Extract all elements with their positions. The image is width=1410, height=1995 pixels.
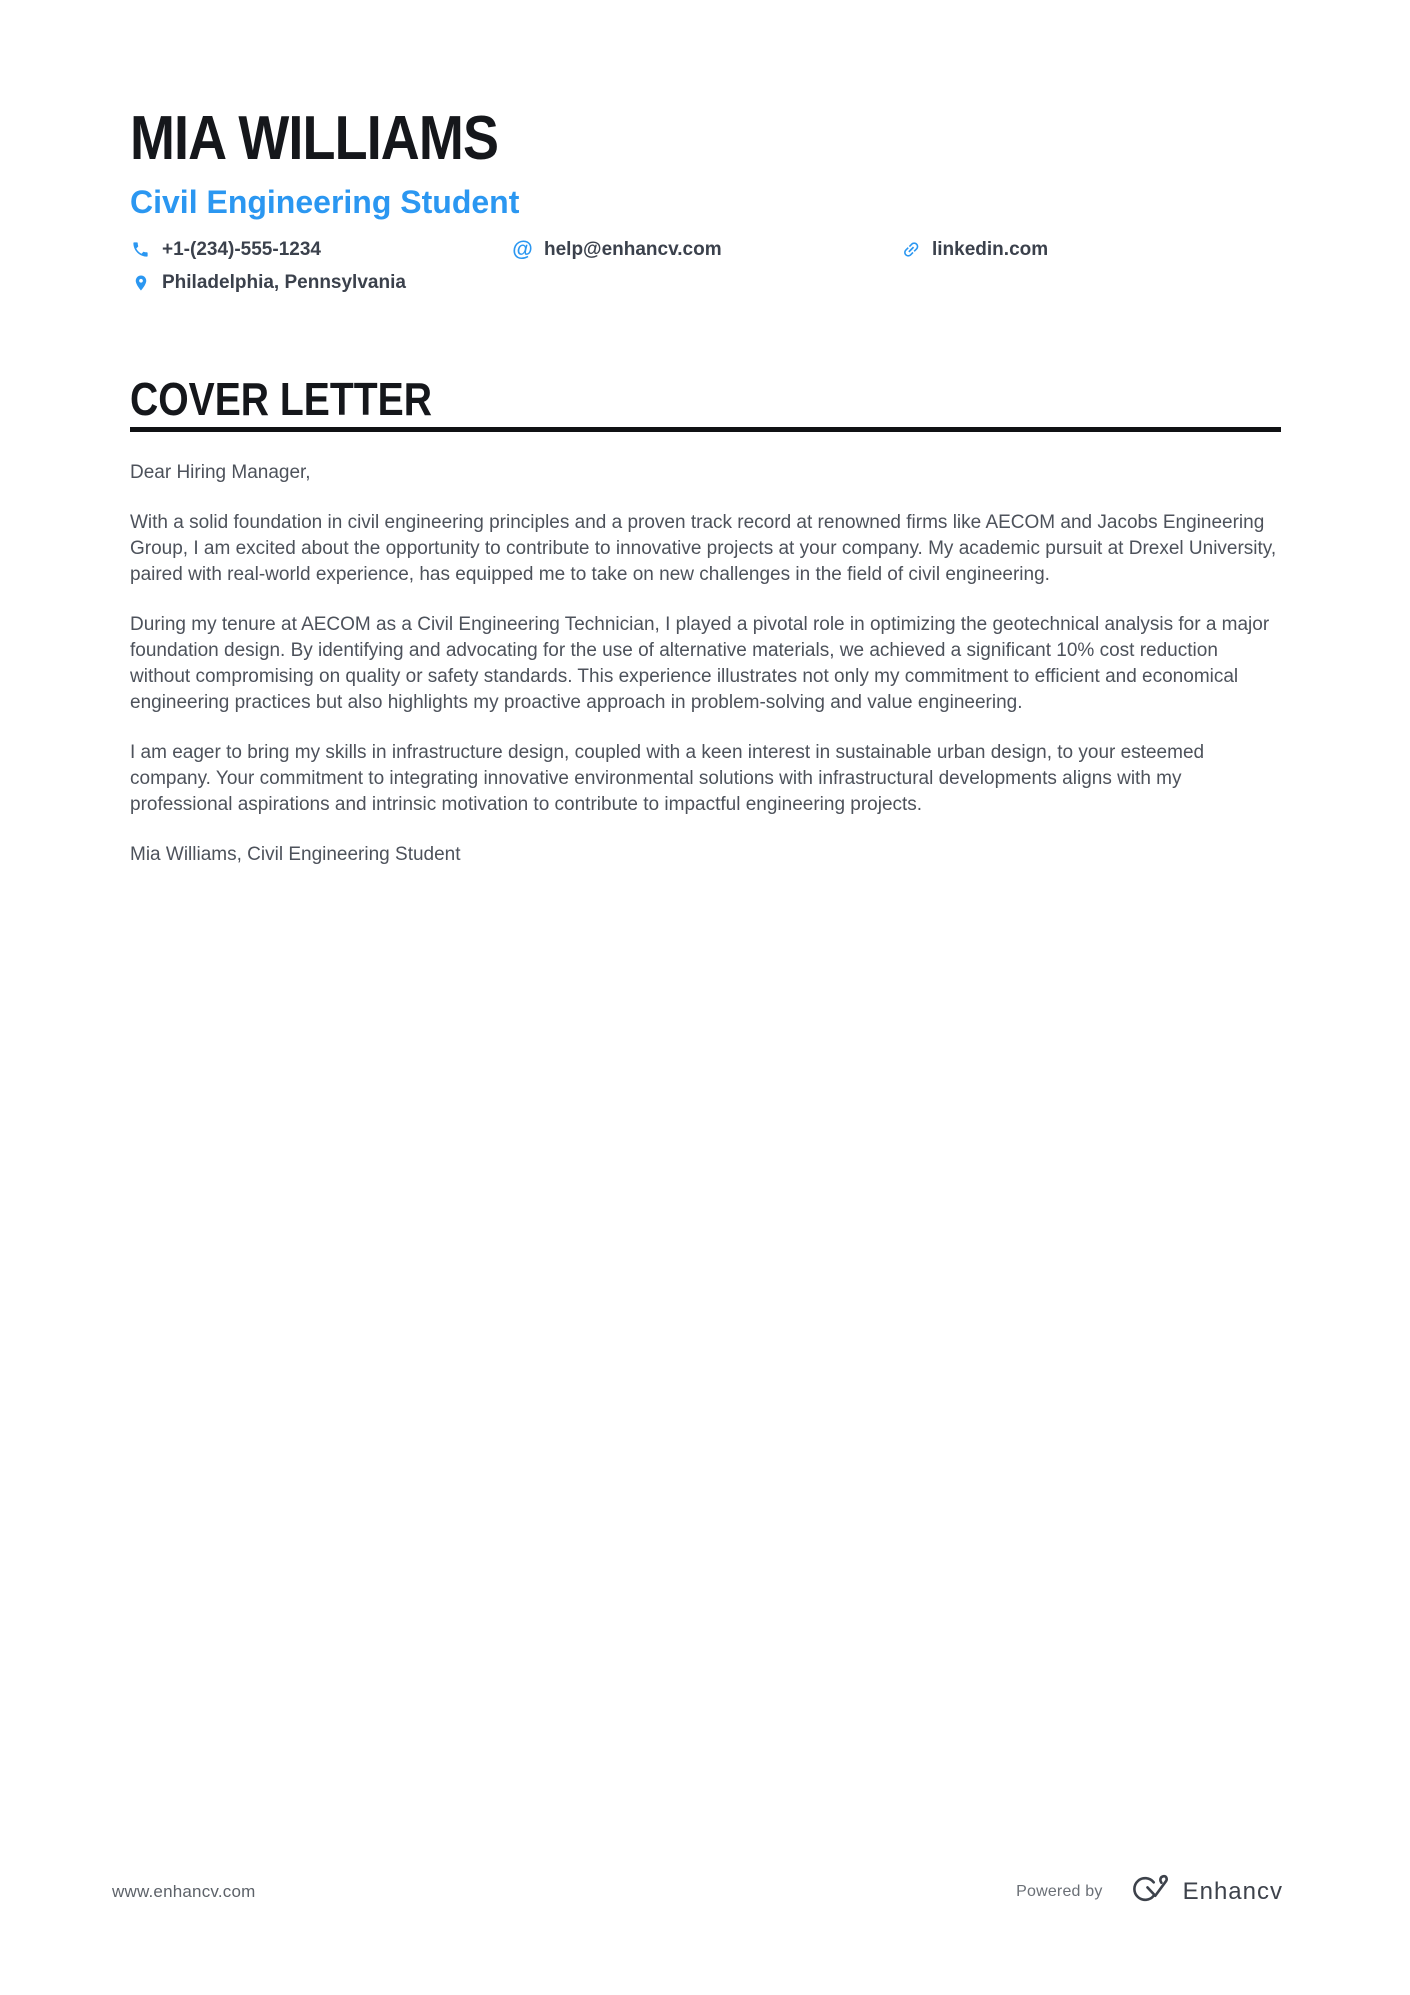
location-text: Philadelphia, Pennsylvania: [162, 271, 406, 293]
phone-icon: [130, 239, 151, 260]
enhancv-logo-icon: [1122, 1874, 1174, 1909]
email-contact[interactable]: [512, 239, 900, 261]
cover-letter-section: [130, 374, 1281, 869]
letter-paragraph: During my tenure at AECOM as a Civil Engineering Technician, I played a pivotal role in optimizing the geotechnical analysis for a major foundation design. By identifying and advocating for the use of alternative materials, we achieved a significant 10% cost reduction without compromising on quality or safety standards. This experience illustrates not only my commitment to efficient and economical engineering practices but also highlights my proactive approach in problem-solving and value engineering.: [130, 614, 1270, 714]
section-heading-rule: [130, 374, 1281, 433]
person-name: MIA WILLIAMS: [130, 104, 499, 173]
pin-icon: [130, 272, 151, 293]
powered-by-label: Powered by: [1016, 1882, 1103, 1900]
letter-body: [130, 432, 1281, 868]
powered-by-enhancv[interactable]: [1016, 1874, 1283, 1909]
phone-contact[interactable]: [130, 239, 512, 261]
linkedin-contact[interactable]: [900, 239, 1281, 261]
link-icon: [896, 235, 926, 265]
contact-info: [130, 239, 1281, 294]
email-address: help@enhancv.com: [544, 238, 722, 260]
at-icon: @: [512, 238, 533, 262]
letter-paragraph: With a solid foundation in civil engineering principles and a proven track record at renowned firms like AECOM and Jacobs Engineering Group, I am excited about the opportunity to contribute to innovative projects at your company. My academic pursuit at Drexel University, paired with real-world experience, has equipped me to take on new challenges in the field of civil engineering.: [130, 512, 1277, 586]
person-title: Civil Engineering Student: [130, 183, 520, 220]
letter-paragraph: I am eager to bring my skills in infrastructure design, coupled with a keen interest in sustainable urban design, to your esteemed company. Your commitment to integrating innovative environmental solutions with infrastructural developments aligns with my professional aspirations and intrinsic motivation to contribute to impactful engineering projects.: [130, 742, 1205, 816]
linkedin-url: linkedin.com: [932, 238, 1049, 260]
footer: [112, 1874, 1283, 1909]
letter-signature: Mia Williams, Civil Engineering Student: [130, 844, 461, 866]
header: [130, 106, 1281, 294]
location-contact[interactable]: [130, 272, 512, 294]
enhancv-wordmark: Enhancv: [1182, 1877, 1283, 1905]
phone-number: +1-(234)-555-1234: [162, 238, 321, 260]
footer-site-link[interactable]: www.enhancv.com: [112, 1881, 256, 1901]
section-heading: COVER LETTER: [130, 372, 432, 425]
letter-salutation: Dear Hiring Manager,: [130, 462, 311, 484]
